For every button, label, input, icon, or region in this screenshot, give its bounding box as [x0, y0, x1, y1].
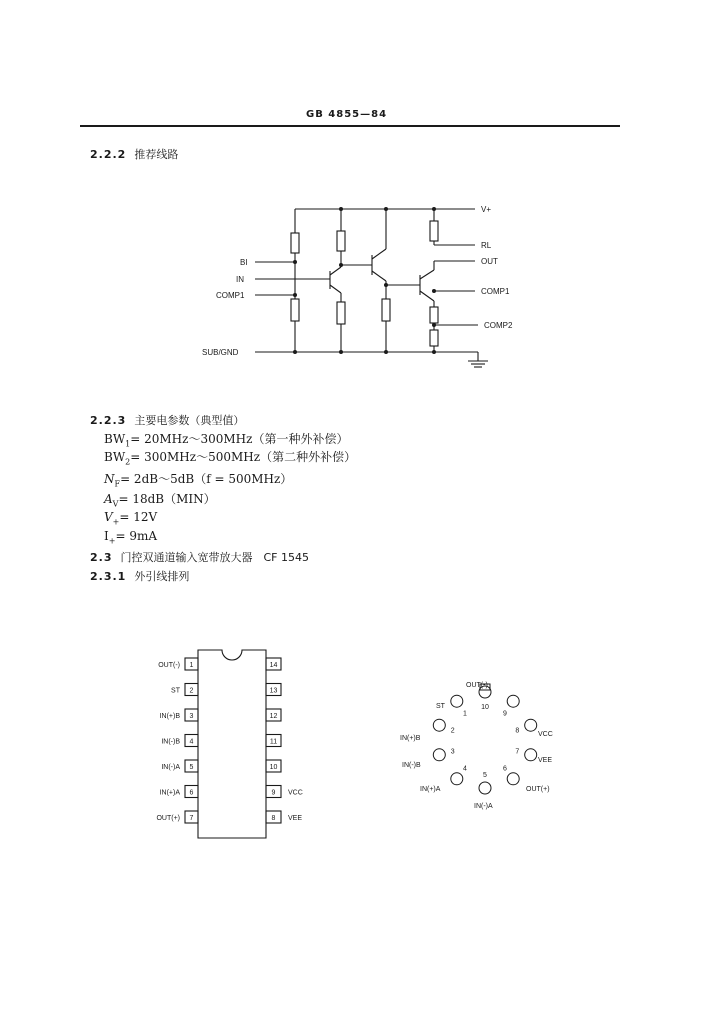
section-number: 2.2.3 — [90, 414, 127, 427]
param-subscript: 1 — [125, 439, 131, 449]
can-pin-number: 6 — [503, 765, 507, 773]
param-value: = 12V — [119, 510, 158, 524]
can-pin-circle — [507, 773, 519, 785]
label-in: IN — [236, 275, 244, 284]
can-pinout-diagram — [380, 670, 620, 820]
section-number: 2.3.1 — [90, 570, 127, 583]
recommended-circuit-diagram — [0, 195, 724, 375]
can-label-in-minus-a: IN(-)A — [474, 803, 493, 810]
can-pin-circle — [451, 695, 463, 707]
param-value: = 300MHz～500MHz（第二种外补偿） — [130, 450, 357, 464]
can-label-in-plus-b: IN(+)B — [400, 735, 421, 742]
param-subscript: F — [114, 479, 121, 489]
dip-pin-number: 14 — [269, 662, 278, 669]
can-pin-number: 9 — [503, 710, 507, 718]
standard-code: GB 4855—84 — [306, 109, 388, 120]
dip-pin-label: IN(-)B — [161, 738, 180, 746]
param-symbol: I — [104, 529, 109, 543]
label-vplus: V+ — [481, 205, 492, 214]
param-symbol: BW — [104, 432, 126, 446]
dip-pin-label: VCC — [288, 789, 303, 797]
dip-pin-number: 1 — [189, 662, 194, 669]
label-comp1-left: COMP1 — [216, 291, 245, 300]
param-bw2 — [104, 448, 356, 466]
can-pin-circle — [525, 749, 537, 761]
label-sub-gnd: SUB/GND — [202, 348, 239, 357]
dip-pin-label: OUT(+) — [156, 815, 180, 822]
can-pin-circle — [433, 749, 445, 761]
dip-pin-label: VEE — [288, 815, 303, 822]
dip-pin-number: 9 — [271, 789, 276, 797]
param-subscript: + — [112, 517, 120, 527]
param-value: = 2dB～5dB（f = 500MHz） — [120, 472, 293, 486]
dip-pin-label: IN(+)A — [159, 789, 180, 797]
can-pin-circle — [451, 773, 463, 785]
can-label-vee: VEE — [538, 757, 553, 764]
can-pin-number: 7 — [515, 748, 520, 756]
param-supply-current — [104, 529, 157, 545]
label-bi: BI — [240, 258, 248, 267]
param-supply-voltage — [104, 510, 157, 526]
can-label-in-plus-a: IN(+)A — [420, 786, 441, 793]
dip-pin-number: 5 — [189, 764, 194, 771]
section-title: 门控双通道输入宽带放大器 CF 1545 — [120, 551, 309, 564]
dip-pin-label: ST — [171, 687, 180, 695]
param-noise-figure — [104, 470, 292, 488]
param-subscript: V — [112, 499, 119, 509]
dip-pin-label: OUT(-) — [158, 662, 180, 669]
param-bw1 — [104, 430, 348, 448]
can-pin-number: 8 — [515, 727, 520, 735]
param-subscript: 2 — [125, 457, 131, 467]
section-2-2-2 — [90, 146, 178, 162]
can-pin-number: 4 — [463, 765, 467, 773]
can-pin-number: 5 — [483, 772, 487, 779]
param-value: = 9mA — [115, 529, 158, 543]
label-comp1-right: COMP1 — [481, 287, 510, 296]
param-symbol: A — [104, 492, 113, 506]
can-label-out-minus: OUT(-) — [466, 682, 488, 689]
header-rule — [80, 125, 620, 127]
can-label-out-plus: OUT(+) — [526, 786, 550, 793]
param-subscript: + — [108, 536, 116, 546]
section-2-3-1 — [90, 568, 189, 584]
section-2-3 — [90, 549, 309, 565]
can-label-vcc: VCC — [538, 731, 553, 738]
can-pin-circle — [507, 695, 519, 707]
can-pin-circle — [525, 719, 537, 731]
dip-pin-number: 13 — [269, 687, 278, 695]
can-pin-number: 10 — [481, 704, 489, 711]
dip-pin-number: 12 — [269, 713, 278, 720]
dip-pin-number: 4 — [189, 738, 194, 746]
can-pin-number: 2 — [450, 727, 455, 735]
label-comp2: COMP2 — [484, 321, 513, 330]
dip-pin-number: 6 — [189, 789, 194, 797]
dip-pin-number: 8 — [271, 815, 276, 822]
can-pin-circle — [479, 782, 491, 794]
section-number: 2.2.2 — [90, 148, 127, 161]
section-title: 外引线排列 — [134, 570, 190, 583]
param-symbol: N — [104, 472, 115, 486]
param-value: = 20MHz～300MHz（第一种外补偿） — [130, 432, 349, 446]
can-label-in-minus-b: IN(-)B — [402, 762, 421, 769]
param-symbol: V — [104, 510, 113, 524]
dip-pin-number: 7 — [189, 815, 194, 822]
can-pin-number: 3 — [450, 748, 455, 756]
label-rl: RL — [481, 241, 492, 250]
dip-package-body — [198, 650, 266, 838]
dip-pin-number: 2 — [189, 687, 194, 695]
section-title: 主要电参数（典型值） — [134, 414, 245, 427]
param-value: = 18dB（MIN） — [118, 492, 216, 506]
dip-pin-number: 3 — [189, 713, 194, 720]
section-number: 2.3 — [90, 551, 113, 564]
label-out: OUT — [481, 257, 498, 266]
param-symbol: BW — [104, 450, 126, 464]
can-pin-circle — [433, 719, 445, 731]
param-gain — [104, 490, 216, 508]
dip-pin-number: 10 — [269, 764, 278, 771]
dip-pin-number: 11 — [269, 738, 278, 746]
section-2-2-3 — [90, 412, 244, 428]
section-title: 推荐线路 — [134, 148, 179, 161]
dip-pin-label: IN(+)B — [159, 713, 180, 720]
dip-pin-label: IN(-)A — [161, 764, 180, 771]
dip14-pinout-diagram — [130, 640, 330, 840]
can-label-st: ST — [436, 703, 445, 710]
can-pin-number: 1 — [463, 710, 467, 718]
